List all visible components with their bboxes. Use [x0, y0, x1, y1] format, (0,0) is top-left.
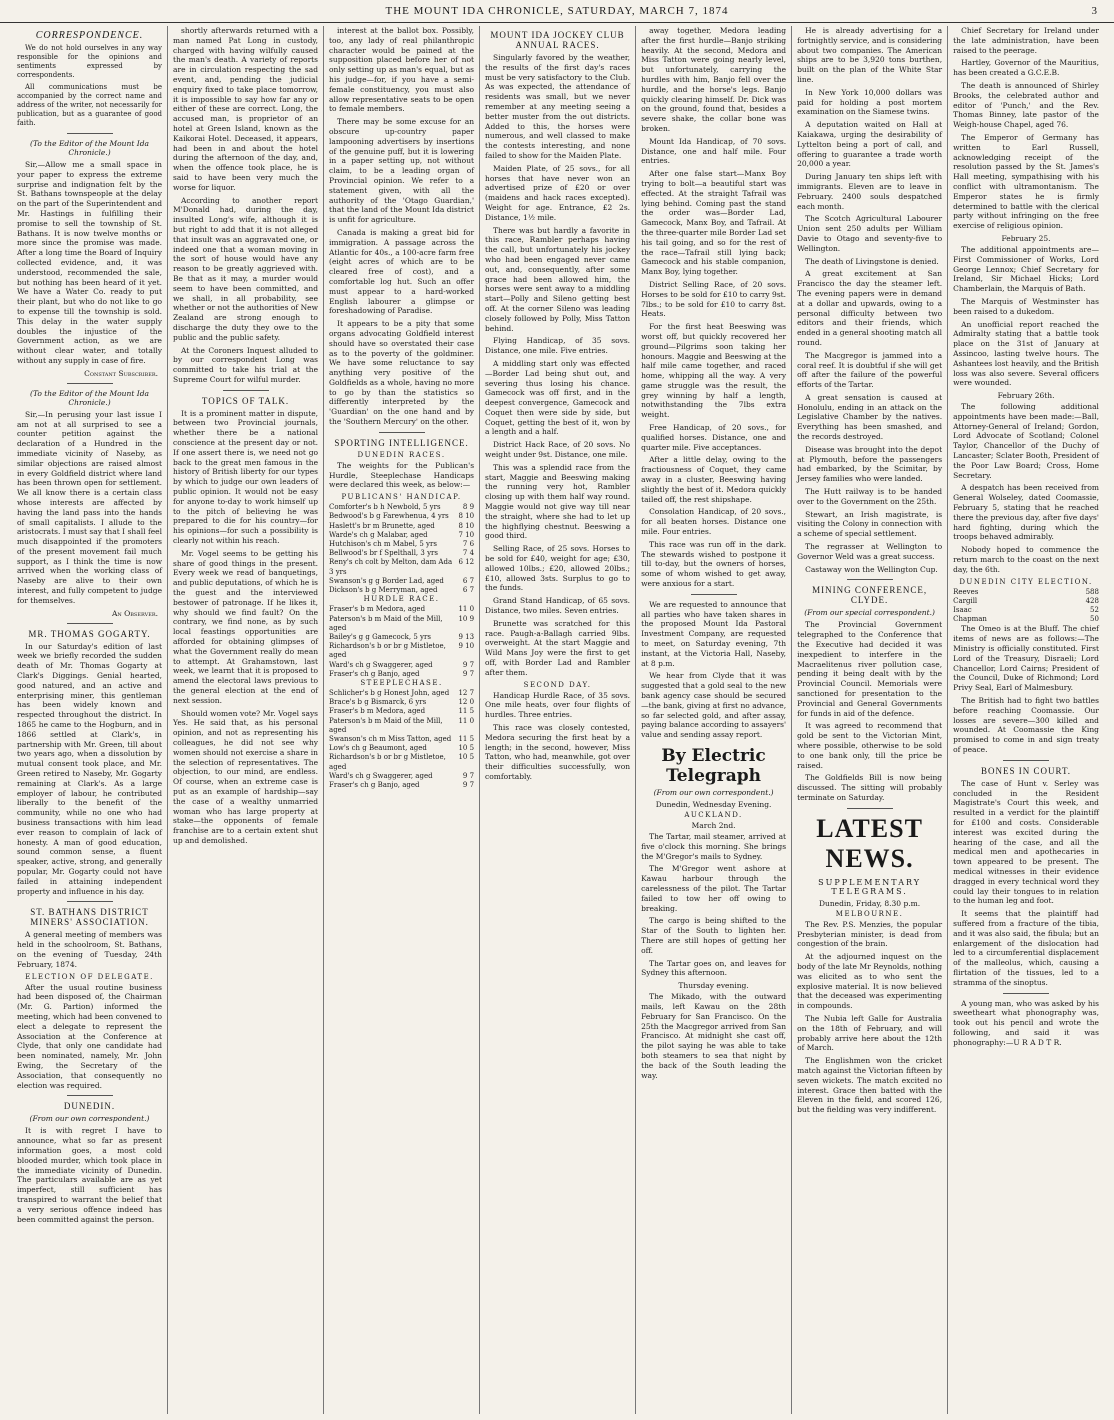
weights-row: Bedwood's b g Farewhenua, 4 yrs 8 10	[329, 512, 475, 521]
weights-row: Low's ch g Beaumont, aged 10 5	[329, 744, 475, 753]
article-text: shortly afterwards returned with a man named Pat Long in custody, charged with having wilfully caused the man's death. A variety of reports are in circulation respecting the sad event, and, pending the judicial enquiry fixed to take place tomorrow, it is impossible to say how far any or either of these are correct. Long, the accused man, is proprietor of an hotel at Green Island, known as the Kaikorai Hotel. Deceased, it appears, had been in and about the hotel during the afternoon of the day, and, when the offence took place, he is said to have been very much the worse for liquor.	[173, 26, 319, 192]
letter-address: (To the Editor of the Mount Ida Chronicle.)	[30, 388, 149, 407]
divider	[67, 383, 113, 384]
article-text: It is a prominent matter in dispute, between two Provincial journals, whether there be a national conscience at the present day or not. If one assert there is, we need not go back to the great men famous in the history of British liberty for our types by which to judge our own leaders of public opinion. It would not be easy for anyone to-day to work himself up to the pitch of believing he was prepared to die for his country—for his opinions—for such a possibility is clearly not within his reach.	[173, 408, 319, 546]
article-heading: DUNEDIN.	[63, 1101, 116, 1112]
weights-row: Paterson's b m Maid of the Mill, aged 11 0	[329, 716, 475, 734]
dateline: February 25.	[1001, 233, 1051, 243]
article-text: Nobody hoped to commence the return march to the coast on the next day, the 6th.	[953, 545, 1099, 574]
article-text: The Nubia left Galle for Australia on the 18th of February, and will probably arrive here about the 12th of March.	[797, 1013, 943, 1053]
weights-row: Swanson's ch m Miss Tatton, aged 11 5	[329, 734, 475, 743]
article-text: Canada is making a great bid for immigration. A passage across the Atlantic for 40s., a 100-acre farm free (eight acres of which are to be cleared free of cost), and a comfortable log hut. Such an offer must appear to a hard-worked English labourer a glimpse or foreshadowing of Paradise.	[329, 227, 475, 316]
article-text: At the adjourned inquest on the body of the late Mr Reynolds, nothing was elicited as to who sent the explosive material. It is now believed that the deceased was experimenting in compounds.	[797, 952, 943, 1011]
weights-row: Schlicher's b g Honest John, aged 12 7	[329, 688, 475, 697]
article-text: The Emperor of Germany has written to Earl Russell, acknowledging receipt of the resolution passed by the St. James's Hall meeting, sympathising with his conflict with ultramontanism. The Emperor states he is firmly determined to battle with the clerical party without infringing on the free exercise of religious opinion.	[953, 132, 1099, 231]
weights-row: Bailey's g g Gamecock, 5 yrs 9 13	[329, 632, 475, 641]
article-heading: MOUNT IDA JOCKEY CLUB ANNUAL RACES.	[490, 30, 625, 50]
article-text: Maiden Plate, of 25 sovs., for all horses that have never won an advertised prize of £20 or over (maidens and hack races excepted). Weight for age. Entrance, £2 2s. Distance, 1½ mile.	[485, 163, 631, 222]
column-1	[12, 26, 168, 1414]
article-text: This race was run off in the dark. The stewards wished to postpone it till to-day, but the owners of horses, some of whom wished to get away, were anxious for a start.	[641, 539, 787, 589]
race-heading: PUBLICANS' HANDICAP.	[341, 493, 462, 502]
divider	[67, 623, 113, 624]
article-heading: BONES IN COURT.	[981, 765, 1072, 776]
article-text: During January ten ships left with immigrants. Eleven are to leave in February. 2400 souls despatched each month.	[797, 172, 943, 211]
column-7	[948, 26, 1104, 1414]
columns	[12, 26, 1104, 1414]
race-heading: HURDLE RACE.	[363, 595, 440, 604]
weights-list	[329, 689, 474, 790]
divider	[67, 133, 113, 134]
weights-row: Bellwood's br f Spelthall, 3 yrs 7 4	[329, 549, 475, 558]
article-text: In our Saturday's edition of last week we briefly recorded the sudden death of Mr. Thomas Gogarty at Clark's Diggings. Genial hearted, good natured, and an active and enterprising miner, this gentleman has been widely known and respected throughout the district. In 1865 he came to the Hogburn, and in 1866 settled at Clark's, in partnership with Mr. Green, till about two years ago, when a dissolution by mutual consent took place, and Mr. Green retired to Naseby, Mr. Gogarty remaining at Clark's. As a large employer of labour, he contributed liberally to the benefit of the community, while no one who had business transactions with him lead ever reason to complain of lack of honesty. A man of good education, sound common sense, a fluent speaker, active, strong, and generally popular, Mr. Gogarty could not have failed in attaining independent property and influence in his day.	[17, 641, 163, 896]
section-subheading: DUNEDIN CITY ELECTION.	[959, 577, 1093, 586]
article-text: Stewart, an Irish magistrate, is visiting the Colony in connection with a scheme of special settlement.	[797, 509, 943, 539]
article-text: Singularly favored by the weather, the results of the first day's races must be very satisfactory to the Club. As was expected, the attendance of residents was small, but we never remember at any meeting seeing a better muster from the out districts. Added to this, the horses were numerous, and well classed to make the contests interesting, and none failed to show for the Maiden Plate.	[485, 53, 631, 160]
article-text: He is already advertising for a fortnightly service, and is considering about two companies. The American ships are to be 3,920 tons burthen, built on the plan of the White Star line.	[797, 26, 943, 84]
letter-signature: Constant Subscriber.	[84, 368, 159, 378]
divider	[1003, 993, 1049, 994]
weights-row: Brace's b g Bismarck, 6 yrs 12 0	[329, 698, 475, 707]
article-text: The Rev. P.S. Menzies, the popular Presbyterian minister, is dead from congestion of the brain.	[797, 919, 943, 949]
weights-row: Richardson's b or br g Mistletoe, aged 10 5	[329, 753, 475, 771]
letter-text: Sir,—In perusing your last issue I am not at all surprised to see a counter petition against the declaration of a Hundred in the immediate vicinity of Naseby, as similar objections are raised almost in every Goldfield district where land has been thrown open for settlement. We all know there is a certain class whose interests are affected by having the land pass into the hands of small capitalists. I allude to the aristocrats. I must say that I shall feel much disappointed if the promoters of the present movement fail much support, as I think the time is now arrived when the working class of Naseby are alive to their own interest, and fully competent to judge for themselves.	[17, 409, 163, 605]
article-heading: SPORTING INTELLIGENCE.	[334, 437, 469, 448]
weights-row: Dickson's b g Merryman, aged 6 7	[329, 586, 475, 595]
article-text: Handicap Hurdle Race, of 35 sovs. One mile heats, over four flights of hurdles. Three entries.	[485, 690, 631, 720]
article-text: An unofficial report reached the Admiralty stating that a battle took place on the 31st of January at Assincoo, lasting twelve hours. The Ashantees lost heavily, and the British loss was also severe. Several officers were wounded.	[953, 319, 1099, 388]
place-heading: MELBOURNE.	[835, 909, 904, 918]
byline: (From our special correspondent.)	[804, 608, 935, 618]
race-heading: STEEPLECHASE.	[360, 678, 443, 687]
article-text: For the first heat Beeswing was worst off, but quickly recovered her ground—Pilgrims soon taking her honours. Maggie and Beeswing at the half mile came together, and raced home, whipping all the way. A very game struggle was the result, the grey winning by half a length, notwithstanding the 7lbs extra weight.	[641, 322, 787, 420]
section-subheading: DUNEDIN RACES.	[357, 450, 446, 459]
article-text: A great excitement at San Francisco the day the steamer left. The evening papers were in demand at a dollar and upwards, owing to a personal difficulty between two editors and their friends, which ended in a general shooting match all round.	[797, 269, 943, 347]
article-text: The additional appointments are—First Commissioner of Works, Lord George Lennox; Chief Secretary for Ireland, Sir Michael Hicks; Lord Chamberlain, the Marquis of Bath.	[953, 244, 1099, 294]
article-text: The death is announced of Shirley Brooks, the celebrated author and editor of 'Punch,' and the Rev. Thomas Binney, late pastor of the Weigh-house Chapel, aged 76.	[953, 80, 1099, 130]
masthead	[0, 0, 1114, 23]
article-text: The Omeo is at the Bluff. The chief items of news are as follows:—The Ministry is officially constituted. First Lord of the Treasury, Disraeli; Lord Chancellor, Lord Cairns; President of the Council, Duke of Richmond; Lord Privy Seal, Earl of Malmesbury.	[953, 624, 1099, 693]
article-text: The cargo is being shifted to the Star of the South to lighten her. There are still hopes of getting her off.	[641, 916, 787, 955]
weights-row: Ward's ch g Swaggerer, aged 9 7	[329, 771, 475, 780]
article-text: We hear from Clyde that it was suggested that a gold seal to the new bank agency case should be secured—the bank, giving at first no advance, so far selected gold, and after assay, paying balance according to assayers' value and sending assay report.	[641, 671, 787, 740]
weights-row: Ward's ch g Swaggerer, aged 9 7	[329, 660, 475, 669]
article-text: The Goldfields Bill is now being discussed. The sitting will probably terminate on Saturday.	[797, 773, 943, 802]
article-text: Free Handicap, of 20 sovs., for qualified horses. Distance, one and quarter mile. Five acceptances.	[641, 423, 787, 452]
weights-row: Fraser's ch g Banjo, aged 9 7	[329, 780, 475, 789]
article-text: It is with regret I have to announce, what so far as present information goes, a most cold blooded murder, which took place in the immediate vicinity of Dunedin. The particulars available are as yet imperfect, still sufficient has transpired to warrant the belief that a very serious offence indeed has been committed against the person.	[17, 1126, 163, 1224]
weights-row: Hutchison's ch m Mabel, 5 yrs 7 6	[329, 540, 475, 549]
byline: (From our own correspondent.)	[29, 1114, 150, 1124]
article-text: A middling start only was effected—Border Lad being shut out, and severing thus losing his chance. Gamecock was off first, and in the deepest convergence, Gamecock and Coquet then were side by side, but Coquet, getting the best of it, won by a length and a half.	[485, 358, 631, 437]
weights-row: Paterson's b m Maid of the Mill, aged 10 9	[329, 614, 475, 632]
section-subheading: SECOND DAY.	[523, 680, 592, 689]
divider	[1003, 760, 1049, 761]
article-text: This race was closely contested, Medora securing the first heat by a length; in the second, however, Miss Tatton, who had, meanwhile, got over their difficulties successfully, won comfortably.	[485, 723, 631, 781]
article-text: Grand Stand Handicap, of 65 sovs. Distance, two miles. Seven entries.	[485, 596, 631, 616]
article-text: The Scotch Agricultural Labourer Union sent 250 adults per William Davie to Otago and seventy-five to Wellington.	[797, 214, 943, 253]
article-text: At the Coroners Inquest alluded to by our correspondent Long was committed to take his trial at the Supreme Court for wilful murder.	[173, 345, 319, 384]
article-heading: MINING CONFERENCE, CLYDE.	[812, 585, 928, 606]
article-text: In New York 10,000 dollars was paid for holding a post mortem examination on the Siamese twins.	[797, 87, 943, 117]
article-text: A young man, who was asked by his sweetheart what phonography was, took out his pencil and wrote the following, and said it was phonography:—U R A D T R.	[953, 998, 1099, 1047]
article-text: away together, Medora leading after the first hurdle—Banjo striking heavily. At the second, Medora and Miss Tatton were going nearly level, but unfortunately, carrying the hurdles with him, Banjo fell over the hurdle, and the horse's legs. Banjo quickly clearing himself. Dr. Dick was on the ground, found that, besides a severe shake, the collar bone was broken.	[641, 26, 787, 133]
article-text: Should women vote? Mr. Vogel says Yes. He said that, as his personal opinion, and not as representing his colleagues, he did not see why women should not exercise a share in the selection of representatives. The objection, to our mind, are endless. Of course, when an extreme case is put as an example of hardship—say the case of a wealthy unmarried woman who has large property at stake—the opponents of female franchise are to a certain extent shut up and demolished.	[173, 708, 319, 845]
article-text: Selling Race, of 25 sovs. Horses to be sold for £40, weight for age; £30, allowed 10lbs.; £20, allowed 20lbs.; £10, allowed 3sts. Surplus to go to the funds.	[485, 544, 631, 593]
editorial-note: All communications must be accompanied by the correct name and address of the writer, not necessarily for publication, but as a guarantee of good faith.	[17, 83, 163, 127]
election-row: Chapman 50	[953, 615, 1099, 624]
article-text: The Tartar, mail steamer, arrived at five o'clock this morning. She brings the M'Gregor's mails to Sydney.	[641, 831, 787, 861]
article-heading: ST. BATHANS DISTRICT MINERS' ASSOCIATION.	[30, 907, 149, 928]
article-text: It was agreed to recommend that gold be sent to the Victorian Mint, where possible, otherwise to be sold to one bank only, till the price be raised.	[797, 721, 943, 770]
election-row: Cargill 428	[953, 596, 1099, 605]
weights-row: Comforter's b h Newbold, 5 yrs 8 9	[329, 503, 475, 512]
dateline: Dunedin, Friday, 8.30 p.m.	[819, 898, 921, 908]
article-text: The Macgregor is jammed into a coral reef. It is doubtful if she will get off after the failure of the powerful efforts of the Tartar.	[797, 350, 943, 390]
weights-row: Reny's ch colt by Melton, dam Ada 3 yrs 6 12	[329, 558, 475, 576]
article-text: The regrasser at Wellington to Governor Weld was a great success.	[797, 542, 943, 561]
article-text: After the usual routine business had been disposed of, the Chairman (Mr. G. Partion) informed the meeting, which had been convened to elect a delegate to represent the Association at the Conference at Clyde, that only one candidate had been nominated, namely, Mr. John Ewing, the Secretary of the Association, that consequently no election was required.	[17, 982, 163, 1090]
section-subheading: ELECTION OF DELEGATE.	[25, 972, 154, 981]
article-text: It appears to be a pity that some organs advocating Goldfield interest should have so overstated their case as to the poverty of the goldminer. We have some reluctance to say anything very positive of the Goldfields as a whole, having no more to go by than the statistics so differently interpreted by the 'Guardian' on the one hand and by the 'Southern Mercury' on the other.	[329, 319, 475, 427]
article-text: There was but hardly a favorite in this race, Rambler perhaps having the call, but unfortunately his jockey who had been engaged never came out, and, consequently, after some grace had been allowed him, the horses were sent away to a middling start—Polly and Sileno getting best off. At the corner Sileno was leading closely followed by Polly, Miss Tatton behind.	[485, 225, 631, 333]
article-text: District Hack Race, of 20 sovs. No weight under 9st. Distance, one mile.	[485, 440, 631, 460]
divider	[691, 594, 737, 595]
supplementary-heading: SUPPLEMENTARY TELEGRAMS.	[818, 877, 922, 896]
masthead-title: THE MOUNT IDA CHRONICLE, SATURDAY, MARCH 7, 1874	[385, 5, 729, 17]
weights-row: Fraser's ch g Banjo, aged 9 7	[329, 669, 475, 678]
article-text: interest at the ballot box. Possibly, too, any lady of real philanthropic character would be pained at the supposition placed before her of not only setting up as man's equal, but as his judge—for, if you have a semi-female constituency, you must also allow representative seats to be open to female members.	[329, 26, 475, 114]
weights-row: Haslett's br m Brunette, aged 8 10	[329, 521, 475, 530]
article-text: District Selling Race, of 20 sovs. Horses to be sold for £10 to carry 9st. 7lbs.; to be sold for £10 to carry 8st. Heats.	[641, 279, 787, 319]
weights-row: Fraser's b m Medora, aged 11 0	[329, 605, 475, 614]
letter-address: (To the Editor of the Mount Ida Chronicle.)	[30, 139, 149, 157]
article-text: After a little delay, owing to the fractiousness of Coquet, they came away in a cluster, Beeswing having slightly the best of it. Medora quickly tailed off, the rest shipshape.	[641, 455, 787, 504]
weights-row: Fraser's b m Medora, aged 11 5	[329, 707, 475, 716]
article-text: Flying Handicap, of 35 sovs. Distance, one mile. Five entries.	[485, 336, 631, 356]
letter-text: Sir,—Allow me a small space in your paper to express the extreme surprise and indignation felt by the St. Bathans townspeople at the delay on the part of the Superintendent and Mr. Hastings in fulfilling their promise to sell the township of St. Bathans. It is now twelve months or more since the promise was made. After a long time the Board of Inquiry collected evidence, and, it was understood, recommended the sale, but nothing has been heard of it yet. We have a Water Co. ready to put their plant, but who do not like to go to expense till the township is sold. This delay in the water supply doubles the injustice of the Government action, as we are without clear water, and totally without any supply in case of fire.	[17, 160, 163, 365]
article-text: A despatch has been received from General Wolseley, dated Coomassie, February 5, stating that he reached there the previous day, after five days' hard fighting, during which the troops behaved admirably.	[953, 483, 1099, 542]
correspondence-heading: CORRESPONDENCE.	[35, 30, 144, 41]
weights-row: Richardson's b or br g Mistletoe, aged 9 10	[329, 642, 475, 660]
article-text: Mr. Vogel seems to be getting his share of good things in the present. Every week we read of banquetings, and public deputations, of which he is the guest and the interviewed bestower of patronage. If he likes it, why should we find fault? On the contrary, we find none, as by such local feastings opportunities are afforded for obtaining glimpses of what the Government really do mean to attempt. At Grahamstown, last week, we learnt that it is proposed to amend the electoral laws previous to the general election at the end of next session.	[173, 548, 319, 705]
article-text: Consolation Handicap, of 20 sovs., for all beaten horses. Distance one mile. Four entries.	[641, 507, 787, 537]
byline: (From our own correspondent.)	[653, 787, 774, 797]
divider	[67, 901, 113, 902]
divider	[223, 390, 269, 391]
telegraph-heading: By Electric Telegraph	[661, 745, 766, 786]
divider	[847, 579, 893, 580]
divider	[67, 1095, 113, 1096]
editorial-note: We do not hold ourselves in any way responsible for the opinions and sentiments expressed by correspondents.	[17, 44, 163, 79]
column-2	[168, 26, 324, 1414]
article-text: The following additional appointments have been made:—Ball, Attorney-General of Ireland; Gordon, Lord Advocate of Scotland; Colonel Taylor, Chancellor of the Duchy of Lancaster; Sclater Booth, President of the Poor Law Board; Cross, Home Secretary.	[953, 402, 1099, 480]
article-text: We are requested to announce that all parties who have taken shares in the proposed Mount Ida Pastoral Investment Company, are requested to meet, on Saturday evening, 7th instant, at the Victoria Hall, Naseby, at 8 p.m.	[641, 599, 787, 668]
article-text: The Tartar goes on, and leaves for Sydney this afternoon.	[641, 958, 787, 978]
article-text: The M'Gregor went ashore at Kawau harbour through the carelessness of the pilot. The Tartar failed to tow her off owing to breaking.	[641, 864, 787, 913]
article-text: Mount Ida Handicap, of 70 sovs. Distance, one and half mile. Four entries.	[641, 136, 787, 166]
election-row: Reeves 588	[953, 587, 1099, 596]
article-text: A general meeting of members was held in the schoolroom, St. Bathans, on the evening of Tuesday, 24th February, 1874.	[17, 930, 163, 969]
weights-row: Warde's ch g Malabar, aged 7 10	[329, 530, 475, 539]
article-text: After one false start—Manx Boy trying to bolt—a beautiful start was effected. At the straight Tafrail was lying behind. Coming past the stand the order was—Border Lad, Gamecock, Manx Boy, and Tafrail. At the three-quarter mile Border Lad set his tail going, and so for the rest of the race—Tafrail still lying back; Gamecock and his stable companion, Manx Boy, lying together.	[641, 169, 787, 277]
letter-signature: An Observer.	[111, 608, 159, 618]
article-text: The death of Livingstone is denied.	[805, 256, 939, 266]
article-text: There may be some excuse for an obscure up-country paper lampooning advertisers by insertions of the genuine puff, but it is lowering in a paper setting up, not without claim, to be a leading organ of Provincial opinion. We refer to a statement given, with all the authority of the 'Otago Guardian,' that the land of the Mount Ida district is unfit for agriculture.	[329, 117, 475, 225]
article-text: Brunette was scratched for this race. Paugh-a-Ballagh carried 9lbs. overweight. At the start Maggie and Wild Mans Joy were the first to get off, with Border Lad and Rambler after them.	[485, 618, 631, 677]
dateline: March 2nd.	[691, 820, 736, 830]
column-6	[792, 26, 948, 1414]
article-text: It seems that the plaintiff had suffered from a fracture of the tibia, and it was also said, the fibula; but an enlargement of the dislocation had led to a circumferential displacement of the malleolus, which, causing a flirtation of the tissues, led to a stramma of the sinoptus.	[953, 909, 1099, 987]
weights-list	[329, 605, 474, 679]
article-text: The Mikado, with the outward mails, left Kawau on the 28th February for San Francisco. On the 25th the Macgregor arrived from San Francisco. At midnight she cast off, the pilot saying he was able to take both steamers to sea that night by the back of the South leading the way.	[641, 992, 787, 1080]
article-text: The case of Hunt v. Serley was concluded in the Resident Magistrate's Court this week, and resulted in a verdict for the plaintiff for £100 and costs. Considerable interest was excited during the hearing of the case, and all the medical men and apothecaries in town appeared to be present. The medical witnesses in their evidence dragged in every technical word they could lay their tongues to in relation to the human leg and foot.	[953, 778, 1099, 906]
dateline: February 26th.	[997, 391, 1055, 401]
divider	[379, 432, 425, 433]
dateline: Dunedin, Wednesday Evening.	[655, 799, 772, 809]
article-text: A great sensation is caused at Honolulu, ending in an attack on the Legislative Chamber by the natives. Everything has been smashed, and the records destroyed.	[797, 392, 943, 442]
dateline: Thursday evening.	[678, 981, 749, 991]
column-5	[636, 26, 792, 1414]
article-text: Castaway won the Wellington Cup.	[805, 564, 938, 574]
divider	[847, 808, 893, 809]
election-results	[953, 588, 1099, 625]
article-text: Chief Secretary for Ireland under the late administration, have been raised to the peerage.	[953, 26, 1099, 55]
article-text: The Marquis of Westminster has been raised to a dukedom.	[953, 296, 1099, 316]
election-row: Isaac 52	[953, 606, 1099, 615]
article-text: According to another report M'Donald had, during the day, insulted Long's wife, although it is but right to add that it is not alleged that insult was an aggravated one, or indeed one that a woman moving in the sort of house would have any reason to be greatly aggrieved with. Be that as it may, a murder would seem to have been committed, and we shall, in all probability, see whether or not the authorities of New Zealand are strong enough to discharge the duty they owe to the public and the public safety.	[173, 195, 319, 342]
article-text: Disease was brought into the depot at Plymouth, before the passengers had embarked, by the Scimitar, by Jersey families who were landed.	[797, 444, 943, 484]
article-text: The weights for the Publican's Hurdle, Steeplechase Handicaps were declared this week, as below:—	[329, 460, 475, 490]
weights-row: Swanson's g g Border Lad, aged 6 7	[329, 576, 475, 585]
column-4	[480, 26, 636, 1414]
article-text: A deputation waited on Hall at Kaiakawa, urging the desirability of Lyttelton being a port of call, and offering to guarantee a trade worth 20,000 a year.	[797, 120, 943, 169]
article-text: The Englishmen won the cricket match against the Victorian fifteen by seven wickets. The match excited no interest. Grace then batted with the Eleven in the field, and scored 126, but the fielding was very indifferent.	[797, 1056, 943, 1115]
page-number: 3	[1091, 5, 1098, 17]
article-text: The British had to fight two battles before reaching Coomassie. Our losses are severe—300 killed and wounded. At Coomassie the King promised to come in and sign treaty of peace.	[953, 696, 1099, 755]
latest-news-heading: LATEST NEWS.	[816, 813, 923, 873]
place-heading: AUCKLAND.	[684, 810, 743, 819]
column-3	[324, 26, 480, 1414]
article-text: This was a splendid race from the start, Maggie and Beeswing making the running very hot, Rambler closing up with them half way round. Maggie would not give way till near the straight, where she had to let up the highflying chestnut. Beeswing a good third.	[485, 462, 631, 541]
article-text: Hartley, Governor of the Mauritius, has been created a G.C.E.B.	[953, 58, 1099, 78]
weights-list	[329, 503, 474, 595]
article-text: The Hutt railway is to be handed over to the Government on the 25th.	[797, 487, 943, 506]
article-heading: MR. THOMAS GOGARTY.	[28, 628, 151, 639]
article-text: The Provincial Government telegraphed to the Conference that the Executive had decided it was inexpedient to interfere in the Macraelitenus river pollution case, pending it being dealt with by the Provincial Council. Memorials were sanctioned for presentation to the Provincial and General Governments for funds in aid of the defence.	[797, 620, 943, 718]
article-heading: TOPICS OF TALK.	[201, 395, 290, 406]
